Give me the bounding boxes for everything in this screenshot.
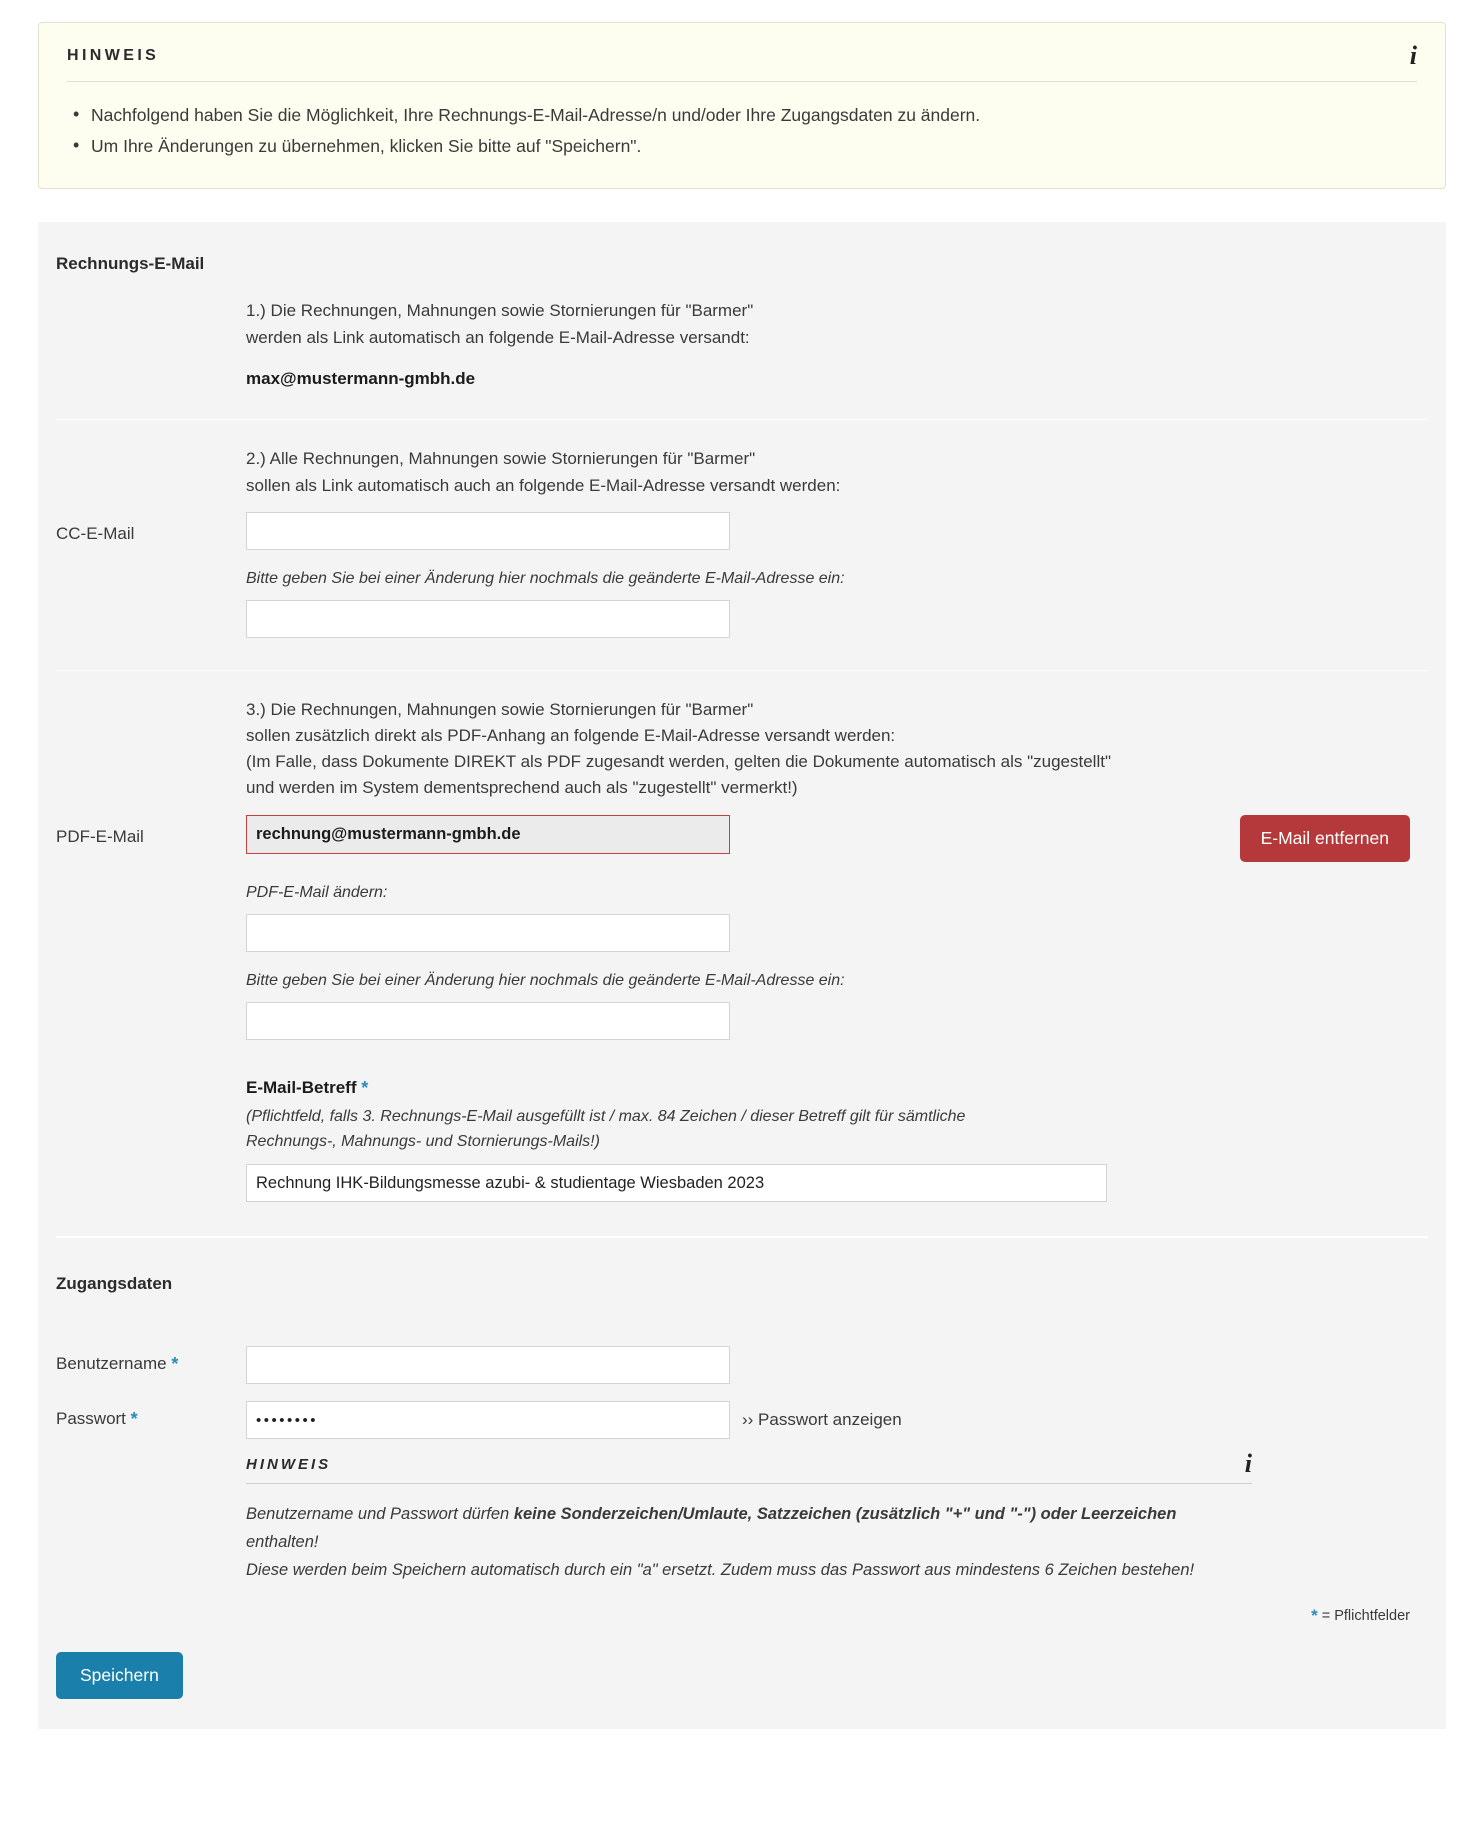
required-asterisk: *	[130, 1409, 138, 1429]
divider	[56, 1236, 1428, 1238]
notice-box	[38, 22, 1446, 189]
password-notice-title: HINWEIS	[246, 1455, 332, 1473]
password-notice	[246, 1449, 1252, 1584]
password-row	[38, 1401, 1446, 1584]
pdf-email-line-2: sollen zusätzlich direkt als PDF-Anhang an folgende E-Mail-Adresse versandt werden:	[246, 726, 896, 745]
cc-email-input[interactable]	[246, 512, 730, 550]
cc-email-repeat-input[interactable]	[246, 600, 730, 638]
username-input[interactable]	[246, 1346, 730, 1384]
password-label-wrap	[56, 1401, 246, 1430]
required-asterisk: *	[361, 1078, 369, 1098]
notice-header	[67, 41, 1417, 82]
cc-email-line-2: sollen als Link automatisch auch an folgende E-Mail-Adresse versandt werden:	[246, 475, 841, 495]
notice-title: HINWEIS	[67, 47, 160, 64]
required-legend-text: = Pflichtfelder	[1321, 1608, 1410, 1624]
invoice-email-line-1: 1.) Die Rechnungen, Mahnungen sowie Stornierungen für "Barmer"	[246, 301, 754, 320]
pdf-email-line-3: (Im Falle, dass Dokumente DIREKT als PDF zugesandt werden, gelten die Dokumente automatisch als "zugestellt"	[246, 752, 1111, 771]
pdf-email-repeat-input[interactable]	[246, 1002, 730, 1040]
show-password-link[interactable]: ›› Passwort anzeigen	[742, 1410, 902, 1429]
spacer	[38, 1294, 1446, 1324]
info-icon: i	[1409, 41, 1417, 70]
email-subject-label: E-Mail-Betreff	[246, 1078, 357, 1097]
cc-email-content	[246, 446, 1446, 638]
invoice-email-row-1	[38, 298, 1446, 389]
invoice-email-row-1-label	[56, 298, 246, 304]
required-asterisk: *	[1311, 1606, 1318, 1625]
required-legend	[38, 1584, 1446, 1626]
section-title-invoice-email: Rechnungs-E-Mail	[56, 254, 205, 273]
invoice-email-line-2: werden als Link automatisch an folgende E-Mail-Adresse versandt:	[246, 327, 750, 347]
email-subject-input[interactable]	[246, 1164, 1107, 1202]
section-title-credentials: Zugangsdaten	[56, 1274, 173, 1293]
form-panel	[38, 222, 1446, 1729]
pdf-email-change-label: PDF-E-Mail ändern:	[246, 884, 388, 901]
info-icon: i	[1244, 1449, 1252, 1478]
pdf-email-line-4: und werden im System dementsprechend auch als "zugestellt" vermerkt!)	[246, 778, 798, 797]
pdf-email-current-input[interactable]	[246, 815, 730, 854]
username-field	[246, 1346, 1446, 1384]
password-field	[246, 1401, 1446, 1584]
pdf-email-line-1: 3.) Die Rechnungen, Mahnungen sowie Stornierungen für "Barmer"	[246, 700, 754, 719]
cc-email-label: CC-E-Mail	[56, 524, 135, 543]
invoice-email-row-1-content	[246, 298, 1446, 389]
password-notice-body	[246, 1484, 1252, 1584]
cc-email-repeat-hint: Bitte geben Sie bei einer Änderung hier nochmals die geänderte E-Mail-Adresse ein:	[246, 570, 845, 587]
password-input[interactable]	[246, 1401, 730, 1439]
password-notice-line-1-c: enthalten!	[246, 1533, 319, 1551]
remove-email-button[interactable]: E-Mail entfernen	[1240, 815, 1410, 862]
list-item: • Nachfolgend haben Sie die Möglichkeit, Ihre Rechnungs-E-Mail-Adresse/n und/oder Ihre Zugangsdaten zu ändern.	[91, 100, 1417, 131]
pdf-email-row	[38, 697, 1446, 1202]
password-notice-line-1	[246, 1500, 1252, 1556]
list-item: • Um Ihre Änderungen zu übernehmen, klicken Sie bitte auf "Speichern".	[91, 131, 1417, 162]
password-notice-line-2: Diese werden beim Speichern automatisch durch ein "a" ersetzt. Zudem muss das Passwort aus mindestens 6 Zeichen bestehen!	[246, 1561, 1195, 1579]
username-row	[38, 1346, 1446, 1384]
cc-email-row	[38, 446, 1446, 638]
pdf-email-repeat-hint: Bitte geben Sie bei einer Änderung hier nochmals die geänderte E-Mail-Adresse ein:	[246, 972, 845, 989]
notice-bullet-list	[67, 100, 1417, 162]
pdf-email-label: PDF-E-Mail	[56, 827, 144, 846]
password-notice-header	[246, 1449, 1252, 1484]
pdf-email-change-input[interactable]	[246, 914, 730, 952]
cc-email-line-1: 2.) Alle Rechnungen, Mahnungen sowie Stornierungen für "Barmer"	[246, 449, 756, 468]
email-subject-note-line-2: Rechnungs-, Mahnungs- und Stornierungs-Mails!)	[246, 1133, 600, 1150]
current-invoice-email: max@mustermann-gmbh.de	[246, 369, 476, 388]
divider	[56, 419, 1428, 420]
divider	[56, 670, 1428, 671]
email-subject-note-line-1: (Pflichtfeld, falls 3. Rechnungs-E-Mail ausgefüllt ist / max. 84 Zeichen / dieser Betreff gilt für sämtliche	[246, 1108, 966, 1125]
pdf-email-content	[246, 697, 1446, 1202]
save-button[interactable]: Speichern	[56, 1652, 183, 1699]
username-label-wrap	[56, 1346, 246, 1375]
password-notice-line-1-b: keine Sonderzeichen/Umlaute, Satzzeichen (zusätzlich "+" und "-") oder Leerzeichen	[513, 1505, 1177, 1523]
pdf-email-current-row	[246, 815, 1446, 862]
required-asterisk: *	[171, 1354, 179, 1374]
password-notice-line-1-a: Benutzername und Passwort dürfen	[246, 1505, 514, 1523]
email-subject-label-wrap	[246, 1074, 1446, 1099]
password-label: Passwort	[56, 1409, 126, 1428]
page-root	[0, 22, 1484, 1729]
username-label: Benutzername	[56, 1354, 167, 1373]
password-input-row	[246, 1401, 1446, 1439]
